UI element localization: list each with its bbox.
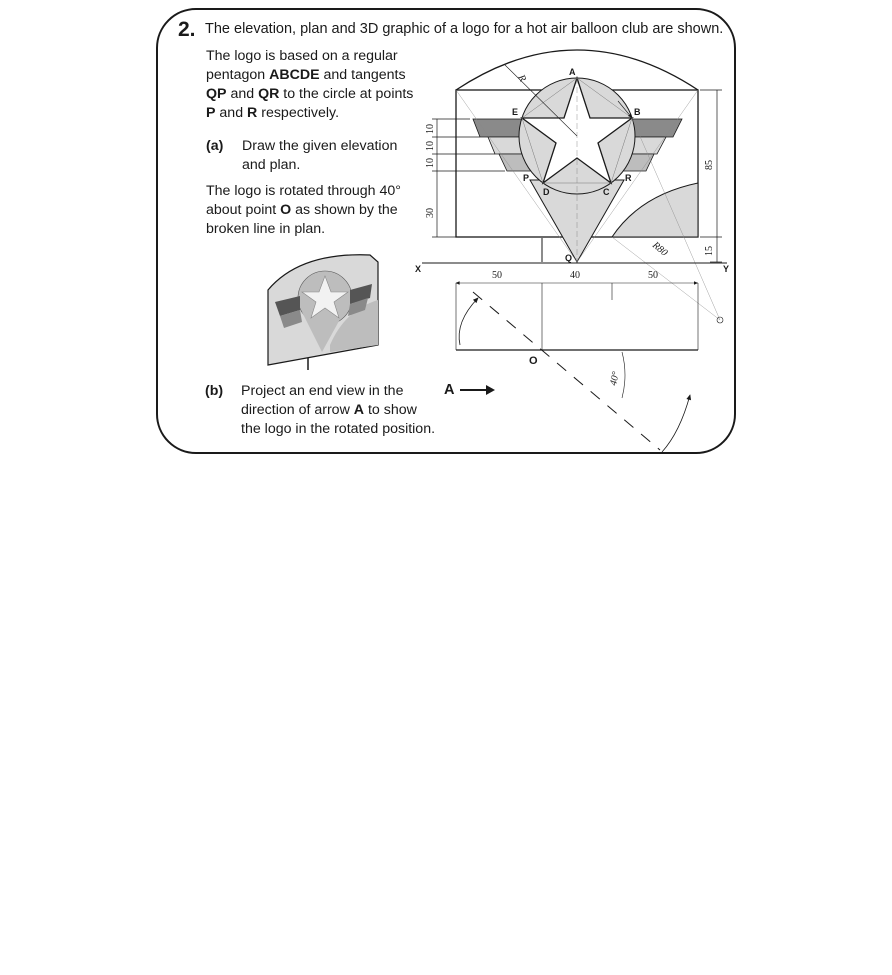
plan-mid-label: 40	[570, 270, 580, 281]
arrow-a-label: A	[444, 382, 455, 398]
arrow-a-icon	[460, 385, 495, 395]
part-b-label: (b)	[205, 383, 224, 399]
d15-label: 15	[704, 246, 715, 256]
plan-right-label: 50	[648, 270, 658, 281]
point-c-label: C	[603, 187, 610, 197]
rotation-text: The logo is rotated through 40° about point O as shown by the broken line in plan.	[206, 183, 401, 237]
point-p-label: P	[523, 173, 530, 183]
point-r-label: R	[625, 173, 632, 183]
part-b-line3: the logo in the rotated position.	[241, 421, 436, 437]
d10a-label: 10	[425, 124, 436, 134]
d85-label: 85	[704, 160, 715, 170]
part-b-line1: Project an end view in the	[241, 383, 404, 399]
d30-label: 30	[425, 208, 436, 218]
logo-3d-graphic	[268, 255, 378, 370]
part-a-line1: Draw the given elevation	[242, 138, 398, 154]
point-o-label: O	[529, 355, 538, 367]
point-b-label: B	[634, 107, 641, 117]
elevation-view	[456, 50, 723, 323]
question-number: 2.	[178, 18, 196, 41]
point-q-label: Q	[565, 253, 573, 263]
question-heading: The elevation, plan and 3D graphic of a logo for a hot air balloon club are shown.	[205, 21, 724, 37]
plan-left-label: 50	[492, 270, 502, 281]
d10c-label: 10	[425, 158, 436, 168]
intro-text: The logo is based on a regular pentagon ABCDE and tangents QP and QR to the circle at points P and R respectively.	[206, 48, 414, 121]
y-label: Y	[723, 264, 730, 274]
radius-label: R	[515, 73, 528, 84]
part-b-line2: direction of arrow A to show	[241, 402, 417, 418]
point-e-label: E	[512, 107, 519, 117]
angle-label: 40°	[608, 370, 622, 387]
part-a-label: (a)	[206, 138, 224, 154]
point-a-label: A	[569, 67, 576, 77]
d10b-label: 10	[425, 141, 436, 151]
point-d-label: D	[543, 187, 550, 197]
part-a-line2: and plan.	[242, 157, 301, 173]
x-label: X	[415, 264, 422, 274]
r80-label: R80	[650, 239, 670, 259]
